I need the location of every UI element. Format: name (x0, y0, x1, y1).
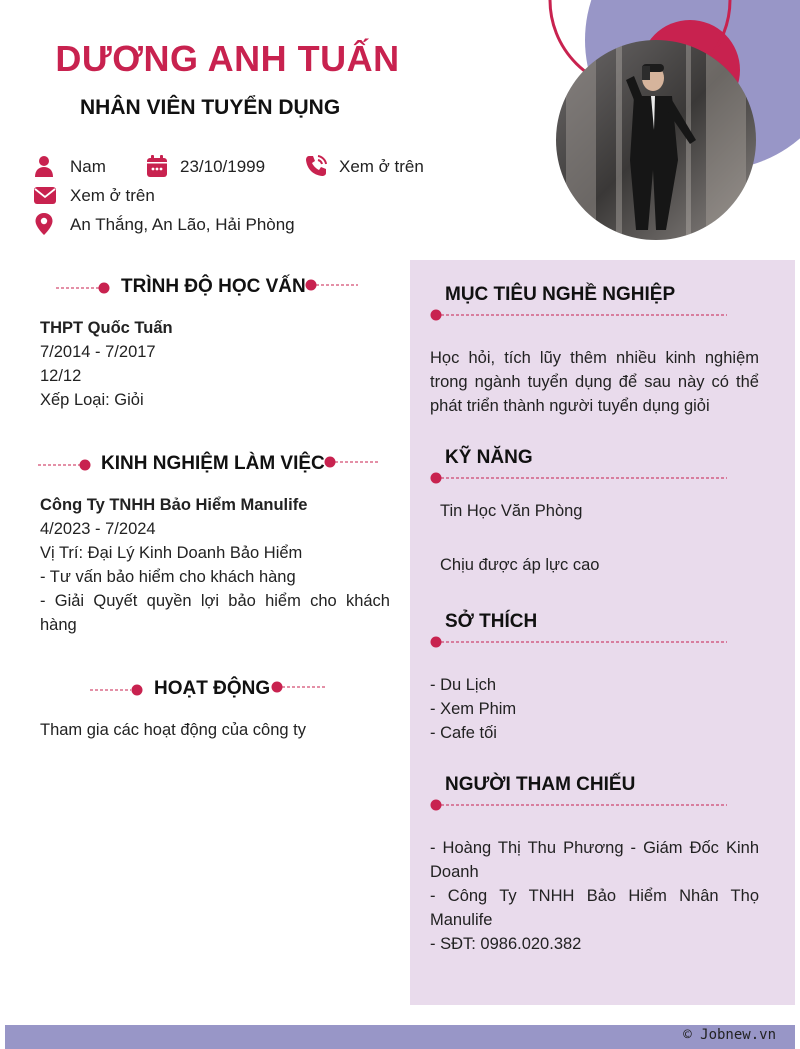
objective-divider (425, 308, 735, 322)
experience-duty: - Giải Quyết quyền lợi bảo hiểm cho khách hàng (40, 592, 390, 634)
email: Xem ở trên (70, 186, 155, 205)
skills-heading: KỸ NĂNG (445, 447, 533, 468)
user-icon (32, 154, 56, 178)
objective-heading: MỤC TIÊU NGHỀ NGHIỆP (445, 284, 676, 305)
reference-line: - SĐT: 0986.020.382 (430, 935, 582, 953)
location-icon (32, 212, 56, 236)
school-name: THPT Quốc Tuấn (40, 319, 173, 337)
experience-heading: KINH NGHIỆM LÀM VIỆC (101, 453, 325, 474)
references-divider (425, 798, 735, 812)
experience-period: 4/2023 - 7/2024 (40, 520, 156, 538)
activities-heading: HOẠT ĐỘNG (154, 678, 271, 699)
footer-bar (5, 1025, 795, 1049)
references-heading: NGƯỜI THAM CHIẾU (445, 774, 636, 795)
address: An Thắng, An Lão, Hải Phòng (70, 215, 295, 234)
experience-details (40, 493, 390, 637)
skills-divider (425, 471, 735, 485)
phone: Xem ở trên (339, 157, 424, 176)
hobby-item: - Xem Phim (430, 700, 517, 718)
education-period: 7/2014 - 7/2017 (40, 343, 156, 361)
references-details (430, 836, 759, 956)
hobbies-divider (425, 635, 735, 649)
experience-duty: - Tư vấn bảo hiểm cho khách hàng (40, 568, 296, 586)
education-grade: 12/12 (40, 367, 82, 385)
objective-text: Học hỏi, tích lũy thêm nhiều kinh nghiệm trong ngành tuyển dụng để sau này có thể phát triển thành người tuyển dụng giỏi (430, 349, 759, 415)
education-heading: TRÌNH ĐỘ HỌC VẤN (121, 276, 306, 297)
gender: Nam (70, 157, 106, 176)
birthday: 23/10/1999 (180, 157, 266, 176)
skill-item: Tin Học Văn Phòng (440, 502, 583, 520)
hobbies-heading: SỞ THÍCH (445, 611, 538, 632)
company-name: Công Ty TNHH Bảo Hiểm Manulife (40, 496, 308, 514)
activities-text: Tham gia các hoạt động của công ty (40, 721, 306, 739)
skill-item: Chịu được áp lực cao (440, 556, 600, 574)
calendar-icon (145, 154, 169, 178)
footer-credit: © Jobnew.vn (683, 1027, 776, 1043)
reference-line: - Hoàng Thị Thu Phương - Giám Đốc Kinh Doanh (430, 839, 759, 881)
candidate-name: DƯƠNG ANH TUẤN (55, 38, 400, 79)
hobby-item: - Du Lịch (430, 676, 497, 694)
phone-icon (304, 154, 328, 178)
experience-role: Vị Trí: Đại Lý Kinh Doanh Bảo Hiểm (40, 544, 303, 562)
job-position: NHÂN VIÊN TUYỂN DỤNG (80, 96, 341, 119)
profile-photo (556, 40, 756, 240)
education-details (40, 316, 390, 412)
hobby-item: - Cafe tối (430, 724, 497, 742)
reference-line: - Công Ty TNHH Bảo Hiểm Nhân Thọ Manulife (430, 887, 759, 929)
education-rank: Xếp Loại: Giỏi (40, 391, 144, 409)
email-icon (33, 183, 57, 207)
hobbies-list (430, 673, 516, 745)
